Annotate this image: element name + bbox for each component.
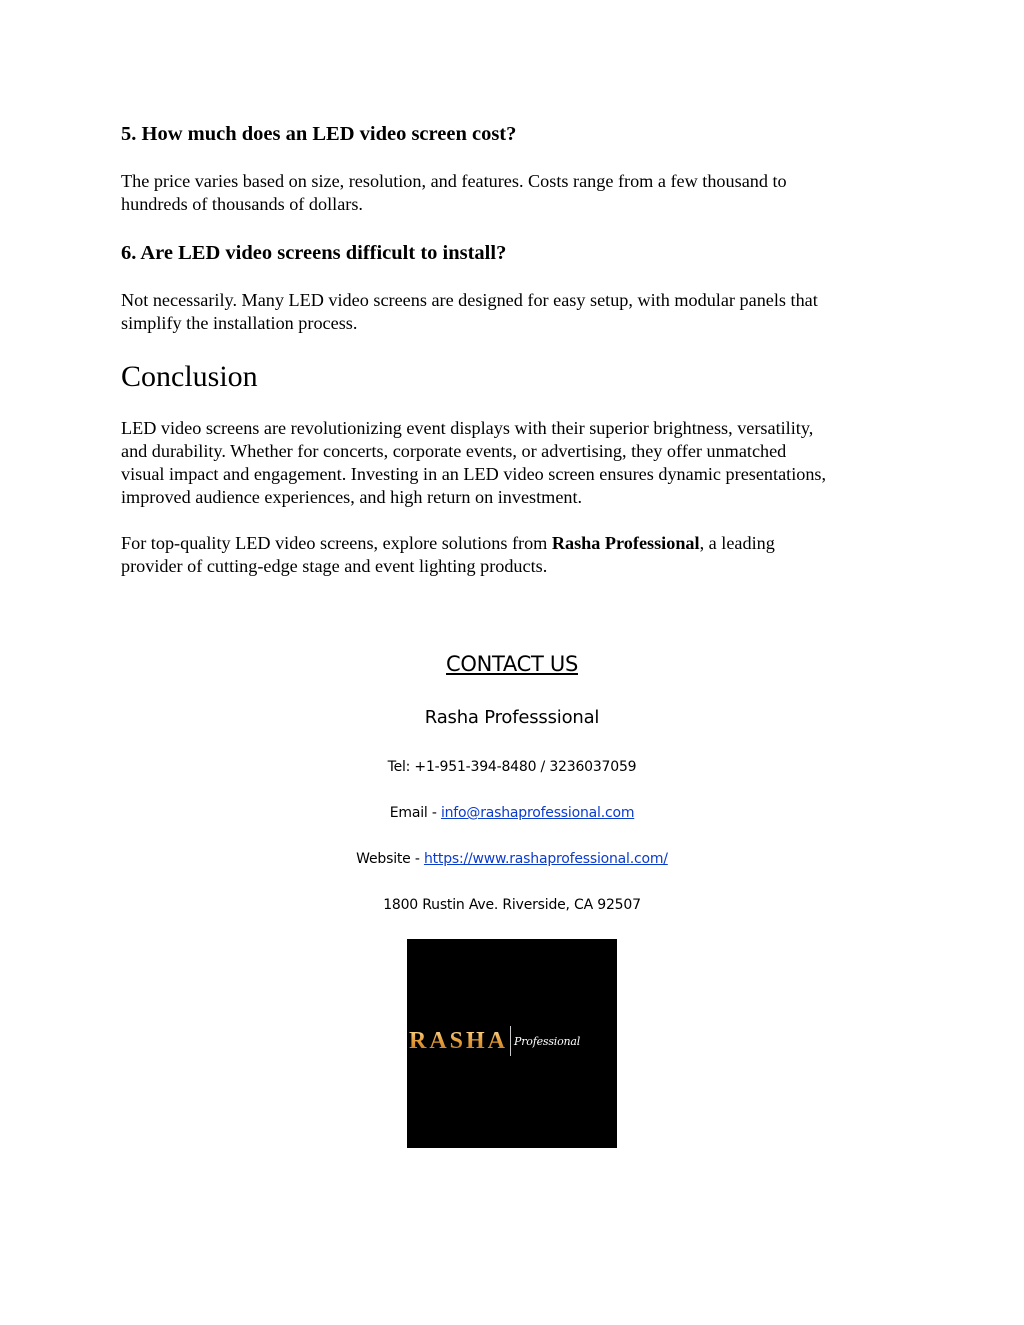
faq-answer-6-line-2: simplify the installation process. [121, 313, 358, 333]
email-label: Email - [389, 805, 441, 821]
cta-line-2: provider of cutting-edge stage and event lighting products. [121, 556, 548, 576]
faq-answer-5-line-1: The price varies based on size, resolution, and features. Costs range from a few thousand to [121, 171, 787, 191]
contact-email-row [0, 803, 1024, 823]
contact-tel: Tel: +1-951-394-8480 / 3236037059 [387, 759, 637, 775]
contact-website-row [0, 849, 1024, 869]
cta-paragraph [121, 532, 911, 578]
faq-answer-6 [121, 289, 911, 335]
company-name: Rasha Professsional [424, 707, 600, 728]
conclusion-heading: Conclusion [121, 360, 258, 393]
website-label: Website - [356, 851, 424, 867]
faq-answer-5 [121, 170, 911, 216]
contact-address: 1800 Rustin Ave. Riverside, CA 92507 [383, 897, 641, 913]
faq-answer-5-line-2: hundreds of thousands of dollars. [121, 194, 363, 214]
logo-brand-word: RASHA [409, 1027, 509, 1054]
conclusion-line-3: visual impact and engagement. Investing in an LED video screen ensures dynamic presentations, [121, 464, 827, 484]
conclusion-line-4: improved audience experiences, and high return on investment. [121, 487, 583, 507]
conclusion-paragraph [121, 417, 911, 509]
faq-question-5: 5. How much does an LED video screen cost? [121, 123, 517, 145]
faq-question-6: 6. Are LED video screens difficult to install? [121, 242, 507, 264]
cta-suffix: , a leading [699, 533, 775, 553]
cta-brand: Rasha Professional [551, 533, 700, 553]
logo-brand [407, 1023, 580, 1059]
logo-brand-sub: Professional [514, 1034, 581, 1048]
conclusion-line-1: LED video screens are revolutionizing event displays with their superior brightness, versatility, [121, 418, 814, 438]
cta-prefix: For top-quality LED video screens, explore solutions from [121, 533, 552, 553]
cta-line-1 [121, 532, 911, 555]
contact-us-heading: CONTACT US [446, 652, 578, 676]
website-link[interactable]: https://www.rashaprofessional.com/ [423, 851, 668, 867]
email-link[interactable]: info@rashaprofessional.com [440, 805, 635, 821]
conclusion-line-2: and durability. Whether for concerts, corporate events, or advertising, they offer unmatched [121, 441, 787, 461]
rasha-professional-logo [407, 939, 617, 1148]
faq-answer-6-line-1: Not necessarily. Many LED video screens are designed for easy setup, with modular panels that [121, 290, 818, 310]
logo-divider [510, 1026, 511, 1056]
